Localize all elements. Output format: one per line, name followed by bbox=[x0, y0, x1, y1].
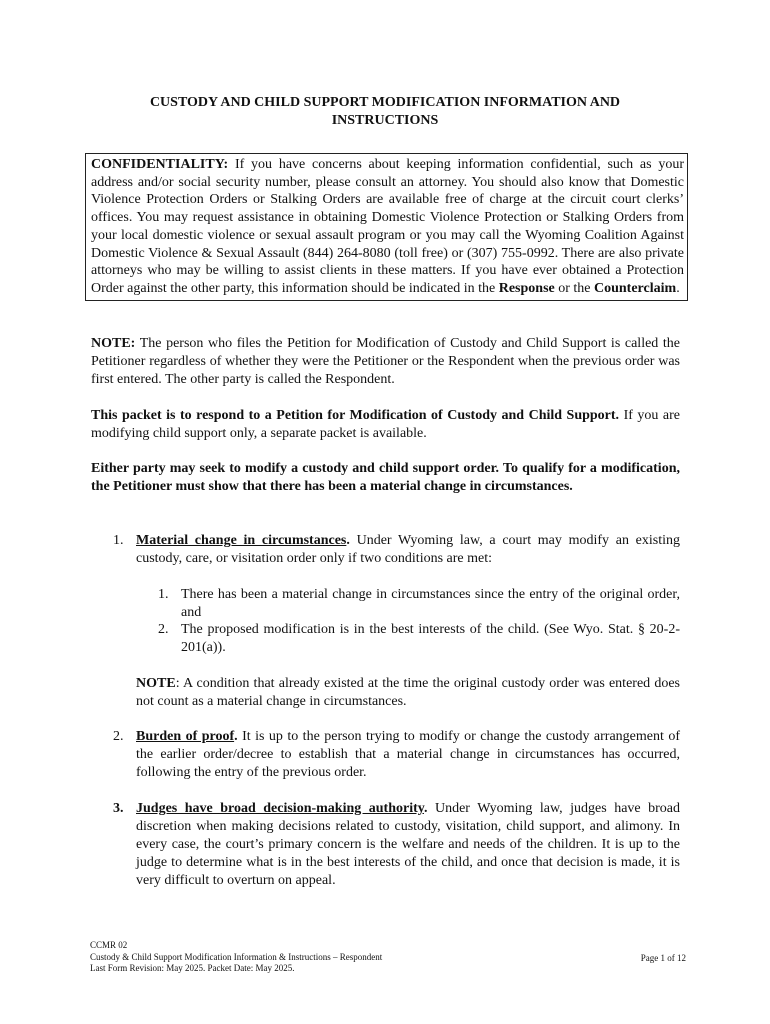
either-party-paragraph: Either party may seek to modify a custody and child support order. To qualify for a modification, the Petitioner must show that there has been a material change in circumstances. bbox=[91, 461, 680, 494]
note-condition bbox=[136, 675, 680, 711]
note-text: The person who files the Petition for Modification of Custody and Child Support is called the Petitioner regardless of whether they were the Petitioner or the Respondent when the previous order was first entered. The other party is called the Respondent. bbox=[91, 336, 680, 387]
item-text: It is up to the person trying to modify or change the custody arrangement of the earlier order/decree to establish that a material change in circumstances has occurred, following the entry of the previous order. bbox=[136, 729, 681, 780]
sub-item-condition-2 bbox=[158, 621, 680, 656]
page-number: Page 1 of 12 bbox=[640, 953, 686, 963]
title-line-1: CUSTODY AND CHILD SUPPORT MODIFICATION INFORMATION AND bbox=[149, 95, 621, 110]
confidentiality-or: or the bbox=[558, 280, 591, 296]
sub-item-number: 1. bbox=[158, 587, 169, 602]
confidentiality-text: If you have concerns about keeping information confidential, such as your address and/or social security number, please consult an attorney. You should also know that Domestic Violence Protection Orders or Stalking Orders are available free of charge at the circuit court clerks’ offices. You may request assistance in obtaining Domestic Violence Protection or Stalking Orders from your local domestic violence or sexual assault program or you may call the Wyoming Coalition Against Domestic Violence & Sexual Assault (844) 264-8080 (toll free) or (307) 755-0992. There are also private attorneys who may be willing to assist clients in these matters. If you have ever obtained a Protection Order against the other party, this information should be indicated in the bbox=[91, 157, 685, 296]
item-heading: Material change in circumstances bbox=[136, 533, 347, 548]
item-heading: Judges have broad decision-making authority bbox=[136, 801, 424, 816]
list-item-material-change bbox=[113, 532, 680, 568]
packet-paragraph bbox=[91, 407, 680, 443]
sub-item-number: 2. bbox=[158, 622, 169, 637]
item-text: Under Wyoming law, judges have broad discretion when making decisions related to custody, visitation, child support, and alimony. In every case, the court’s primary concern is the welfare and needs of the children. It is up to the judge to determine what is in the best interests of the child, and once that decision is made, it is very difficult to overturn on appeal. bbox=[136, 801, 680, 888]
footer-form-code: CCMR 02 bbox=[90, 940, 128, 950]
item-punct: . bbox=[346, 533, 350, 548]
note-condition-text: : A condition that already existed at the time the original custody order was entered does not count as a material change in circumstances. bbox=[136, 676, 680, 709]
confidentiality-counterclaim: Counterclaim bbox=[594, 280, 677, 296]
list-item-burden-of-proof bbox=[113, 728, 680, 782]
item-heading: Burden of proof bbox=[136, 729, 235, 744]
title-line-2: INSTRUCTIONS bbox=[331, 112, 439, 128]
confidentiality-end: . bbox=[676, 280, 680, 296]
item-text: Under Wyoming law, a court may modify an existing custody, care, or visitation order only if two conditions are met: bbox=[136, 533, 680, 566]
note-label: NOTE: bbox=[91, 336, 136, 351]
item-punct: . bbox=[423, 801, 428, 816]
note-condition-label: NOTE bbox=[136, 676, 176, 691]
item-number: 2. bbox=[113, 729, 124, 744]
sub-item-text: The proposed modification is in the best interests of the child. (See Wyo. Stat. § 20-2-201(a)). bbox=[181, 622, 680, 655]
page-title bbox=[90, 94, 680, 129]
footer-revision: Last Form Revision: May 2025. Packet Date: May 2025. bbox=[90, 963, 295, 973]
item-number: 3. bbox=[113, 801, 124, 816]
sub-item-text: There has been a material change in circumstances since the entry of the original order, and bbox=[181, 587, 680, 620]
sub-item-condition-1 bbox=[158, 586, 680, 621]
confidentiality-response: Response bbox=[498, 280, 555, 296]
packet-bold: This packet is to respond to a Petition for Modification of Custody and Child Support. bbox=[91, 408, 620, 423]
packet-text: If you are modifying child support only, a separate packet is available. bbox=[91, 408, 680, 441]
item-punct: . bbox=[234, 729, 238, 744]
page-footer bbox=[90, 940, 686, 975]
item-number: 1. bbox=[113, 533, 124, 548]
confidentiality-heading: CONFIDENTIALITY: bbox=[91, 157, 229, 172]
footer-form-title: Custody & Child Support Modification Information & Instructions – Respondent bbox=[90, 951, 383, 962]
list-item-judges-authority bbox=[113, 800, 680, 890]
note-petitioner bbox=[91, 335, 680, 389]
confidentiality-box bbox=[85, 153, 688, 301]
